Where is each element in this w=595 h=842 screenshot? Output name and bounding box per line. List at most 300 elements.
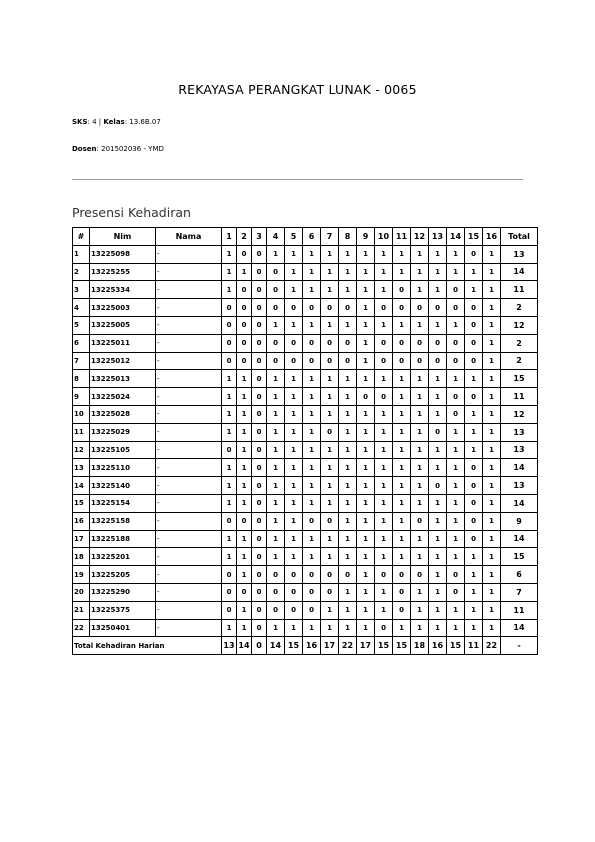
header-meeting: 11: [393, 228, 411, 246]
attendance-cell: 1: [237, 477, 252, 495]
attendance-cell: 1: [303, 530, 321, 548]
student-total: 14: [501, 530, 538, 548]
row-number: 7: [73, 352, 90, 370]
attendance-cell: 1: [483, 601, 501, 619]
attendance-cell: 1: [267, 619, 285, 637]
attendance-cell: 0: [465, 512, 483, 530]
attendance-cell: 1: [237, 263, 252, 281]
attendance-cell: 1: [465, 583, 483, 601]
student-nama: -: [156, 494, 222, 512]
attendance-cell: 1: [222, 263, 237, 281]
attendance-cell: 0: [285, 334, 303, 352]
attendance-cell: 1: [357, 334, 375, 352]
student-total: 2: [501, 334, 538, 352]
attendance-cell: 1: [429, 441, 447, 459]
student-nim: 13225110: [90, 459, 156, 477]
attendance-cell: 0: [465, 352, 483, 370]
attendance-cell: 1: [375, 245, 393, 263]
attendance-cell: 0: [447, 281, 465, 299]
attendance-cell: 1: [321, 281, 339, 299]
attendance-cell: 1: [447, 263, 465, 281]
attendance-cell: 1: [222, 477, 237, 495]
student-nama: -: [156, 566, 222, 584]
attendance-cell: 1: [483, 619, 501, 637]
attendance-cell: 1: [357, 512, 375, 530]
attendance-cell: 1: [447, 459, 465, 477]
attendance-cell: 1: [321, 405, 339, 423]
attendance-cell: 0: [447, 405, 465, 423]
attendance-cell: 1: [393, 245, 411, 263]
attendance-cell: 1: [393, 370, 411, 388]
header-meeting: 6: [303, 228, 321, 246]
attendance-cell: 0: [252, 548, 267, 566]
attendance-cell: 1: [357, 245, 375, 263]
daily-total-value: 22: [483, 637, 501, 655]
attendance-cell: 1: [465, 566, 483, 584]
attendance-cell: 0: [252, 423, 267, 441]
row-number: 16: [73, 512, 90, 530]
attendance-cell: 1: [483, 281, 501, 299]
student-nama: -: [156, 548, 222, 566]
attendance-cell: 0: [465, 459, 483, 477]
student-nim: 13225013: [90, 370, 156, 388]
attendance-cell: 1: [393, 441, 411, 459]
header-meeting: 14: [447, 228, 465, 246]
attendance-cell: 0: [393, 566, 411, 584]
attendance-cell: 0: [303, 601, 321, 619]
attendance-cell: 1: [267, 370, 285, 388]
attendance-cell: 0: [237, 352, 252, 370]
student-nama: -: [156, 370, 222, 388]
attendance-cell: 1: [237, 423, 252, 441]
header-meeting: 13: [429, 228, 447, 246]
daily-total-value: 18: [411, 637, 429, 655]
attendance-cell: 1: [339, 370, 357, 388]
attendance-cell: 0: [267, 601, 285, 619]
student-total: 11: [501, 388, 538, 406]
row-number: 18: [73, 548, 90, 566]
table-row: [73, 566, 538, 584]
attendance-cell: 1: [303, 459, 321, 477]
lecturer-info: [72, 145, 164, 153]
attendance-cell: 1: [375, 548, 393, 566]
student-nim: 13225290: [90, 583, 156, 601]
attendance-cell: 1: [222, 281, 237, 299]
attendance-cell: 1: [465, 370, 483, 388]
attendance-cell: 0: [222, 601, 237, 619]
attendance-cell: 0: [393, 334, 411, 352]
attendance-cell: 1: [303, 263, 321, 281]
attendance-cell: 1: [411, 548, 429, 566]
attendance-cell: 1: [393, 405, 411, 423]
attendance-cell: 1: [267, 423, 285, 441]
attendance-cell: 0: [222, 334, 237, 352]
row-number: 15: [73, 494, 90, 512]
attendance-cell: 1: [447, 370, 465, 388]
attendance-cell: 0: [447, 583, 465, 601]
attendance-cell: 1: [447, 619, 465, 637]
header-meeting: 9: [357, 228, 375, 246]
attendance-cell: 1: [303, 619, 321, 637]
row-number: 21: [73, 601, 90, 619]
attendance-cell: 1: [339, 548, 357, 566]
attendance-cell: 1: [339, 245, 357, 263]
attendance-cell: 0: [267, 263, 285, 281]
attendance-cell: 1: [303, 548, 321, 566]
student-nama: -: [156, 405, 222, 423]
student-nim: 13225028: [90, 405, 156, 423]
daily-total-value: 15: [375, 637, 393, 655]
row-number: 20: [73, 583, 90, 601]
sks-label: SKS: [72, 118, 88, 126]
attendance-cell: 0: [429, 352, 447, 370]
attendance-cell: 1: [321, 316, 339, 334]
attendance-cell: 0: [465, 477, 483, 495]
attendance-cell: 1: [285, 548, 303, 566]
student-total: 11: [501, 281, 538, 299]
attendance-cell: 0: [222, 512, 237, 530]
table-row: [73, 459, 538, 477]
attendance-cell: 0: [429, 299, 447, 317]
attendance-cell: 1: [285, 423, 303, 441]
row-number: 19: [73, 566, 90, 584]
attendance-cell: 1: [393, 494, 411, 512]
attendance-cell: 1: [267, 530, 285, 548]
attendance-cell: 1: [483, 477, 501, 495]
attendance-cell: 0: [321, 352, 339, 370]
attendance-cell: 1: [237, 530, 252, 548]
attendance-cell: 0: [447, 299, 465, 317]
student-total: 15: [501, 548, 538, 566]
daily-total-value: 13: [222, 637, 237, 655]
attendance-cell: 0: [252, 583, 267, 601]
attendance-cell: 1: [411, 388, 429, 406]
table-row: [73, 263, 538, 281]
attendance-cell: 1: [411, 245, 429, 263]
attendance-cell: 0: [429, 423, 447, 441]
attendance-cell: 1: [483, 423, 501, 441]
table-row: [73, 477, 538, 495]
attendance-cell: 1: [222, 405, 237, 423]
table-row: [73, 352, 538, 370]
header-meeting: 8: [339, 228, 357, 246]
attendance-cell: 1: [267, 388, 285, 406]
student-nim: 13225105: [90, 441, 156, 459]
row-number: 11: [73, 423, 90, 441]
daily-total-value: 15: [285, 637, 303, 655]
attendance-cell: 1: [411, 316, 429, 334]
attendance-cell: 0: [237, 583, 252, 601]
attendance-cell: 0: [465, 245, 483, 263]
attendance-cell: 1: [357, 352, 375, 370]
student-nama: -: [156, 316, 222, 334]
attendance-cell: 1: [429, 405, 447, 423]
attendance-cell: 1: [429, 459, 447, 477]
attendance-cell: 1: [429, 512, 447, 530]
attendance-cell: 1: [357, 370, 375, 388]
attendance-cell: 1: [375, 601, 393, 619]
attendance-cell: 1: [429, 583, 447, 601]
attendance-cell: 0: [237, 512, 252, 530]
attendance-cell: 1: [267, 459, 285, 477]
attendance-cell: 0: [465, 494, 483, 512]
student-nama: -: [156, 530, 222, 548]
attendance-cell: 0: [393, 352, 411, 370]
student-total: 7: [501, 583, 538, 601]
attendance-cell: 1: [321, 245, 339, 263]
attendance-cell: 1: [393, 423, 411, 441]
attendance-cell: 1: [483, 388, 501, 406]
header-meeting: 12: [411, 228, 429, 246]
attendance-cell: 1: [393, 477, 411, 495]
attendance-cell: 0: [375, 299, 393, 317]
attendance-cell: 0: [321, 334, 339, 352]
student-nama: -: [156, 263, 222, 281]
attendance-cell: 0: [447, 352, 465, 370]
attendance-cell: 0: [375, 388, 393, 406]
attendance-cell: 1: [447, 548, 465, 566]
attendance-cell: 1: [237, 370, 252, 388]
student-total: 12: [501, 405, 538, 423]
attendance-cell: 0: [321, 423, 339, 441]
student-nim: 13225140: [90, 477, 156, 495]
attendance-cell: 0: [252, 530, 267, 548]
table-row: [73, 494, 538, 512]
attendance-cell: 1: [285, 388, 303, 406]
attendance-cell: 0: [303, 299, 321, 317]
header-total: Total: [501, 228, 538, 246]
student-nama: -: [156, 583, 222, 601]
attendance-cell: 1: [447, 423, 465, 441]
attendance-cell: 1: [411, 583, 429, 601]
attendance-cell: 1: [321, 459, 339, 477]
student-total: 9: [501, 512, 538, 530]
attendance-table: [72, 227, 538, 655]
grand-total-value: -: [501, 637, 538, 655]
attendance-cell: 0: [375, 352, 393, 370]
student-total: 12: [501, 316, 538, 334]
attendance-cell: 1: [339, 512, 357, 530]
attendance-cell: 1: [267, 405, 285, 423]
attendance-cell: 1: [222, 494, 237, 512]
attendance-cell: 1: [237, 548, 252, 566]
attendance-cell: 1: [357, 441, 375, 459]
attendance-cell: 0: [411, 352, 429, 370]
attendance-cell: 1: [285, 512, 303, 530]
table-row: [73, 405, 538, 423]
attendance-cell: 0: [237, 299, 252, 317]
attendance-cell: 0: [252, 441, 267, 459]
header-meeting: 1: [222, 228, 237, 246]
attendance-cell: 1: [237, 619, 252, 637]
attendance-cell: 1: [339, 423, 357, 441]
student-nama: -: [156, 245, 222, 263]
attendance-cell: 1: [411, 601, 429, 619]
attendance-cell: 1: [429, 316, 447, 334]
attendance-cell: 0: [285, 566, 303, 584]
daily-total-value: 14: [237, 637, 252, 655]
attendance-cell: 0: [393, 601, 411, 619]
attendance-cell: 0: [237, 316, 252, 334]
attendance-cell: 1: [429, 619, 447, 637]
attendance-cell: 1: [267, 245, 285, 263]
attendance-cell: 1: [339, 281, 357, 299]
table-row: [73, 281, 538, 299]
attendance-cell: 1: [321, 494, 339, 512]
attendance-cell: 1: [285, 263, 303, 281]
attendance-cell: 0: [252, 459, 267, 477]
meta-separator: |: [96, 118, 104, 126]
attendance-cell: 0: [411, 566, 429, 584]
attendance-cell: 1: [237, 388, 252, 406]
student-total: 2: [501, 352, 538, 370]
attendance-cell: 0: [411, 299, 429, 317]
attendance-cell: 1: [411, 494, 429, 512]
student-total: 14: [501, 263, 538, 281]
attendance-cell: 0: [465, 299, 483, 317]
header-meeting: 10: [375, 228, 393, 246]
header-meeting: 5: [285, 228, 303, 246]
header-no: #: [73, 228, 90, 246]
attendance-cell: 1: [447, 512, 465, 530]
attendance-cell: 1: [393, 459, 411, 477]
attendance-cell: 0: [267, 281, 285, 299]
attendance-cell: 1: [411, 423, 429, 441]
attendance-cell: 0: [285, 583, 303, 601]
attendance-cell: 1: [447, 245, 465, 263]
attendance-cell: 0: [252, 370, 267, 388]
kelas-label: Kelas: [103, 118, 125, 126]
attendance-cell: 1: [429, 566, 447, 584]
student-nim: 13225098: [90, 245, 156, 263]
attendance-cell: 0: [267, 334, 285, 352]
attendance-cell: 1: [339, 477, 357, 495]
daily-total-value: 16: [303, 637, 321, 655]
attendance-cell: 0: [411, 334, 429, 352]
student-nim: 13225375: [90, 601, 156, 619]
attendance-cell: 1: [483, 370, 501, 388]
attendance-cell: 1: [411, 441, 429, 459]
attendance-cell: 1: [375, 583, 393, 601]
student-total: 13: [501, 245, 538, 263]
attendance-cell: 0: [222, 566, 237, 584]
attendance-cell: 1: [375, 405, 393, 423]
table-row: [73, 370, 538, 388]
attendance-cell: 1: [321, 441, 339, 459]
dosen-value: : 201502036 - YMD: [96, 145, 164, 153]
attendance-cell: 1: [357, 459, 375, 477]
student-total: 13: [501, 423, 538, 441]
attendance-cell: 1: [411, 477, 429, 495]
attendance-cell: 1: [483, 441, 501, 459]
attendance-cell: 1: [483, 263, 501, 281]
attendance-cell: 1: [339, 601, 357, 619]
student-nama: -: [156, 352, 222, 370]
attendance-cell: 1: [483, 512, 501, 530]
attendance-cell: 1: [339, 316, 357, 334]
student-total: 6: [501, 566, 538, 584]
attendance-cell: 0: [303, 566, 321, 584]
attendance-cell: 1: [411, 459, 429, 477]
attendance-cell: 1: [357, 263, 375, 281]
table-row: [73, 548, 538, 566]
header-meeting: 16: [483, 228, 501, 246]
attendance-cell: 0: [447, 566, 465, 584]
attendance-cell: 1: [339, 583, 357, 601]
kelas-value: : 13.6B.07: [124, 118, 161, 126]
student-nim: 13225255: [90, 263, 156, 281]
attendance-cell: 1: [303, 388, 321, 406]
attendance-cell: 1: [375, 530, 393, 548]
row-number: 14: [73, 477, 90, 495]
attendance-cell: 1: [483, 352, 501, 370]
attendance-cell: 1: [483, 548, 501, 566]
attendance-cell: 1: [429, 370, 447, 388]
attendance-cell: 1: [285, 619, 303, 637]
attendance-cell: 1: [321, 619, 339, 637]
attendance-cell: 1: [447, 477, 465, 495]
attendance-cell: 1: [465, 423, 483, 441]
table-row: [73, 619, 538, 637]
attendance-cell: 1: [237, 405, 252, 423]
student-nama: -: [156, 441, 222, 459]
attendance-cell: 1: [339, 405, 357, 423]
attendance-cell: 0: [339, 299, 357, 317]
attendance-cell: 0: [339, 352, 357, 370]
attendance-cell: 0: [465, 388, 483, 406]
attendance-cell: 1: [447, 601, 465, 619]
attendance-cell: 1: [375, 263, 393, 281]
attendance-cell: 1: [393, 512, 411, 530]
attendance-cell: 0: [285, 352, 303, 370]
table-row: [73, 299, 538, 317]
attendance-cell: 1: [222, 619, 237, 637]
student-total: 14: [501, 494, 538, 512]
attendance-cell: 0: [252, 245, 267, 263]
attendance-cell: 1: [285, 316, 303, 334]
row-number: 12: [73, 441, 90, 459]
attendance-cell: 1: [429, 601, 447, 619]
attendance-cell: 0: [429, 477, 447, 495]
student-nama: -: [156, 601, 222, 619]
attendance-cell: 1: [303, 405, 321, 423]
table-row: [73, 441, 538, 459]
attendance-cell: 1: [285, 494, 303, 512]
attendance-cell: 0: [252, 334, 267, 352]
attendance-cell: 1: [357, 566, 375, 584]
attendance-cell: 0: [267, 566, 285, 584]
daily-total-label: Total Kehadiran Harian: [73, 637, 222, 655]
student-total: 14: [501, 619, 538, 637]
attendance-cell: 0: [237, 281, 252, 299]
row-number: 8: [73, 370, 90, 388]
attendance-cell: 1: [357, 583, 375, 601]
attendance-cell: 1: [465, 619, 483, 637]
attendance-cell: 1: [429, 548, 447, 566]
attendance-cell: 1: [375, 281, 393, 299]
daily-total-value: 17: [321, 637, 339, 655]
attendance-cell: 1: [237, 566, 252, 584]
attendance-cell: 0: [252, 299, 267, 317]
header-meeting: 3: [252, 228, 267, 246]
attendance-cell: 1: [357, 619, 375, 637]
attendance-cell: 1: [483, 316, 501, 334]
attendance-cell: 1: [483, 245, 501, 263]
attendance-cell: 0: [393, 583, 411, 601]
attendance-cell: 1: [447, 441, 465, 459]
attendance-cell: 0: [252, 316, 267, 334]
row-number: 10: [73, 405, 90, 423]
